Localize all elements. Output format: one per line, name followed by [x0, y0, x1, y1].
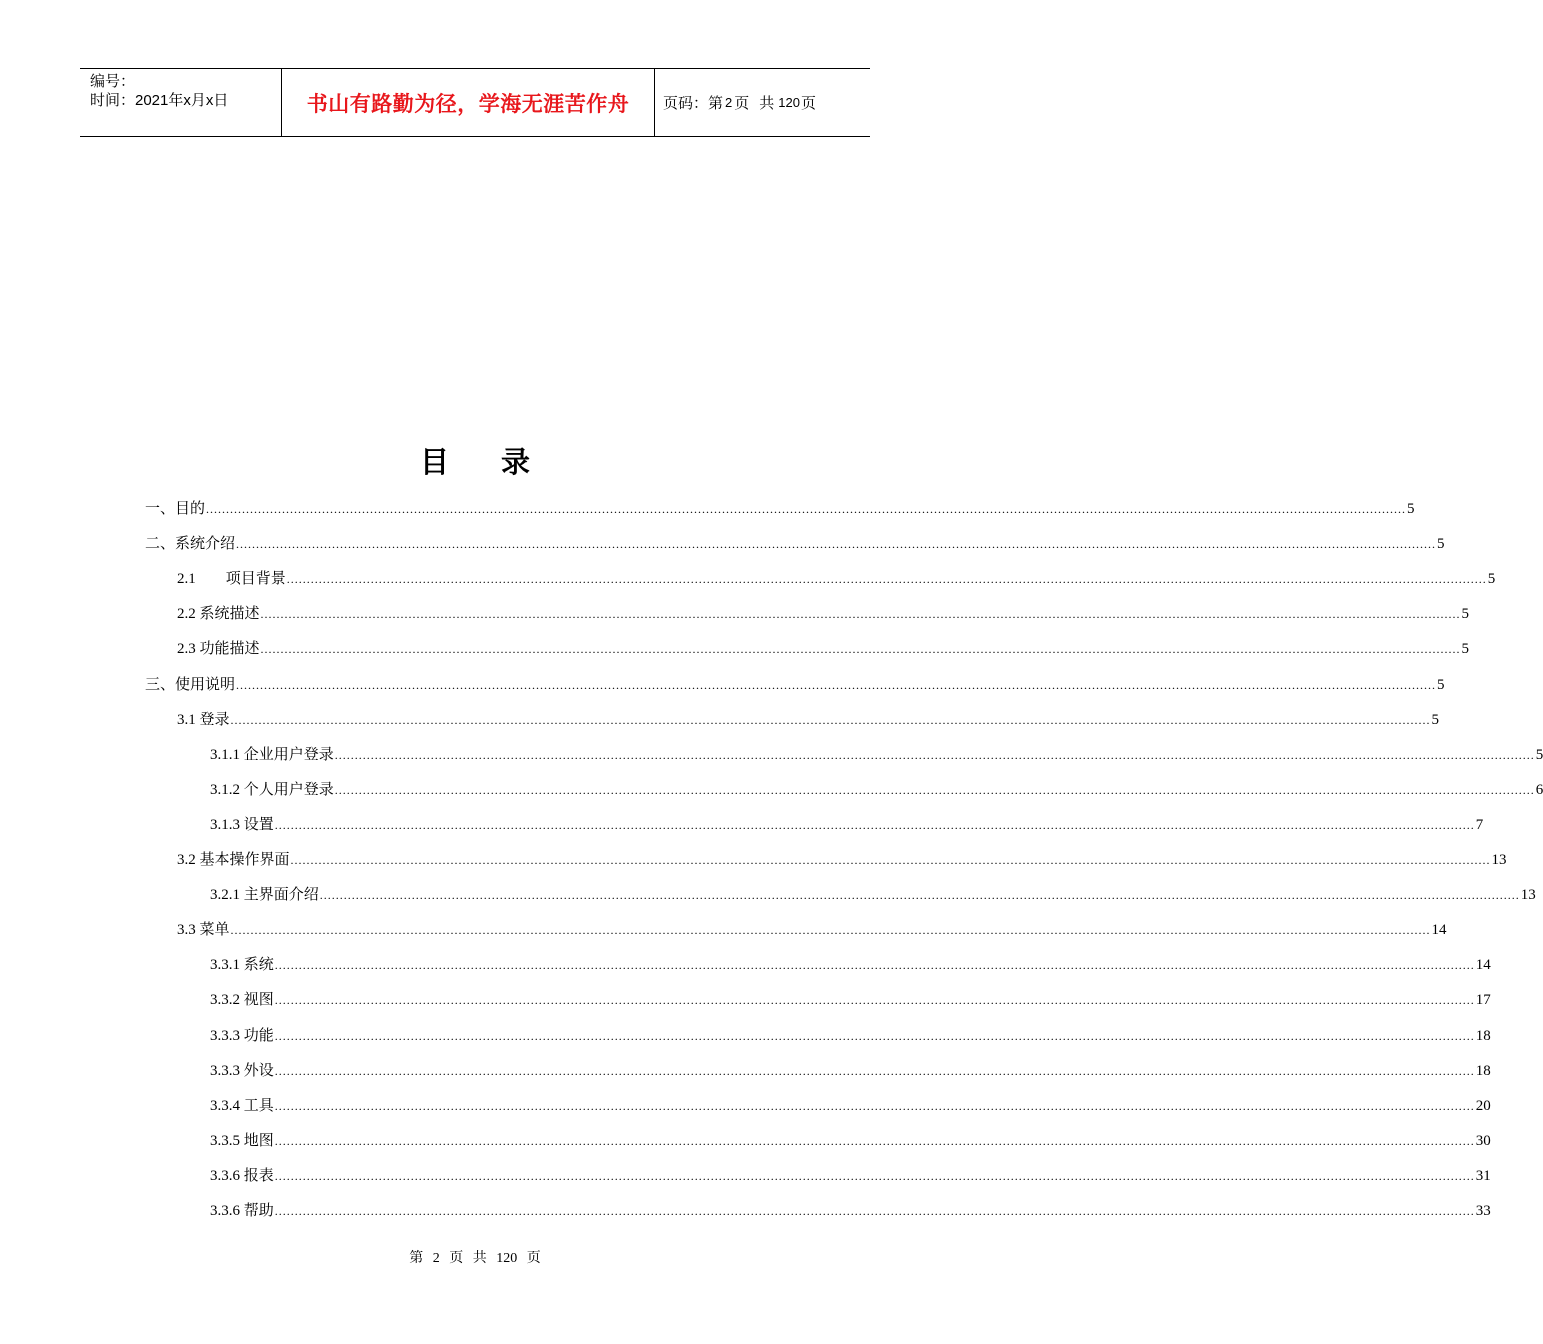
toc-entry[interactable] — [177, 918, 1447, 942]
header-page-mid: 页 — [734, 95, 750, 112]
toc-entry[interactable] — [177, 602, 1470, 626]
toc-entry[interactable] — [210, 813, 1484, 837]
toc-leader-dots: ............................................................................................................................................................................................................................................................................................................ — [274, 993, 1475, 1007]
toc-entry[interactable] — [145, 497, 1415, 521]
toc-leader-dots: ............................................................................................................................................................................................................................................................................................................ — [230, 713, 1431, 727]
toc-title-part1: 目 — [419, 445, 449, 479]
toc-entry-label: 3.3.6 报表 — [210, 1168, 274, 1184]
toc-entry-page: 31 — [1475, 1168, 1491, 1184]
page-footer — [0, 1247, 950, 1267]
toc-entry-label: 3.3.3 外设 — [210, 1063, 274, 1079]
toc-leader-dots: ............................................................................................................................................................................................................................................................................................................ — [206, 502, 1407, 516]
toc-entry-page: 5 — [1461, 641, 1470, 657]
toc-entry-page: 13 — [1520, 887, 1536, 903]
toc-entry-page: 30 — [1475, 1133, 1491, 1149]
toc-entry-label: 3.2 基本操作界面 — [177, 852, 290, 868]
header-page-number: 2 — [725, 95, 733, 110]
toc-entry[interactable] — [177, 637, 1470, 661]
toc-leader-dots: ............................................................................................................................................................................................................................................................................................................ — [274, 1169, 1475, 1183]
header-total-suffix: 页 — [800, 95, 816, 112]
toc-entry[interactable] — [177, 708, 1440, 732]
toc-entry-label: 二、系统介绍 — [145, 536, 236, 552]
header-total-pages: 120 — [778, 95, 800, 110]
toc-entry-label: 3.3.2 视图 — [210, 992, 274, 1008]
footer-page-number: 2 — [432, 1251, 440, 1266]
toc-entry-page: 5 — [1431, 712, 1440, 728]
page-header — [80, 68, 870, 137]
toc-title-part2: 录 — [501, 445, 531, 479]
header-page-info — [655, 69, 870, 136]
footer-prefix: 第 — [409, 1251, 424, 1266]
toc-entry-label: 2.3 功能描述 — [177, 641, 260, 657]
toc-entry-label: 3.1.2 个人用户登录 — [210, 782, 334, 798]
toc-entry-page: 5 — [1461, 606, 1470, 622]
toc-leader-dots: ............................................................................................................................................................................................................................................................................................................ — [236, 678, 1437, 692]
footer-mid: 页 — [449, 1251, 464, 1266]
toc-entry[interactable] — [210, 953, 1491, 977]
toc-leader-dots: ............................................................................................................................................................................................................................................................................................................ — [230, 923, 1431, 937]
toc-entry-label: 3.3.5 地图 — [210, 1133, 274, 1149]
header-serial: 编号： — [90, 73, 136, 90]
toc-entry-page: 17 — [1475, 992, 1491, 1008]
toc-entry[interactable] — [210, 1129, 1491, 1153]
toc-entry[interactable] — [210, 988, 1491, 1012]
toc-leader-dots: ............................................................................................................................................................................................................................................................................................................ — [236, 537, 1437, 551]
header-page-prefix: 页码：第 — [663, 95, 724, 112]
toc-entry-label: 2.2 系统描述 — [177, 606, 260, 622]
toc-entry-page: 5 — [1437, 536, 1445, 552]
toc-entry-page: 5 — [1487, 571, 1496, 587]
toc-entry[interactable] — [210, 1024, 1491, 1048]
header-date: 时间：2021年x月x日 — [90, 92, 229, 109]
toc-leader-dots: ............................................................................................................................................................................................................................................................................................................ — [334, 783, 1535, 797]
toc-entry[interactable] — [210, 1199, 1491, 1223]
toc-entry-page: 5 — [1437, 677, 1445, 693]
toc-entry-label: 3.2.1 主界面介绍 — [210, 887, 319, 903]
toc-entry-page: 20 — [1475, 1098, 1491, 1114]
toc-entry[interactable] — [145, 532, 1445, 556]
toc-leader-dots: ............................................................................................................................................................................................................................................................................................................ — [260, 642, 1461, 656]
toc-entry[interactable] — [210, 1094, 1491, 1118]
toc-title — [0, 440, 950, 481]
toc-entry-page: 13 — [1491, 852, 1507, 868]
toc-leader-dots: ............................................................................................................................................................................................................................................................................................................ — [274, 958, 1475, 972]
toc-leader-dots: ............................................................................................................................................................................................................................................................................................................ — [274, 1099, 1475, 1113]
toc-entry-label: 一、目的 — [145, 501, 206, 517]
toc-entry-page: 6 — [1535, 782, 1543, 798]
toc-entry[interactable] — [177, 848, 1507, 872]
toc-entry[interactable] — [210, 778, 1543, 802]
toc-leader-dots: ............................................................................................................................................................................................................................................................................................................ — [290, 853, 1491, 867]
toc-entry[interactable] — [145, 673, 1445, 697]
toc-entry[interactable] — [210, 883, 1536, 907]
toc-entry[interactable] — [210, 1059, 1491, 1083]
toc-entry-page: 18 — [1475, 1063, 1491, 1079]
header-info — [80, 69, 281, 136]
toc-leader-dots: ............................................................................................................................................................................................................................................................................................................ — [274, 1204, 1475, 1218]
toc-entry-label: 3.1 登录 — [177, 712, 230, 728]
toc-entry-page: 14 — [1431, 922, 1447, 938]
toc-entry-page: 33 — [1475, 1203, 1491, 1219]
toc-leader-dots: ............................................................................................................................................................................................................................................................................................................ — [260, 607, 1461, 621]
toc-leader-dots: ............................................................................................................................................................................................................................................................................................................ — [286, 572, 1487, 586]
toc-entry-page: 5 — [1535, 747, 1543, 763]
toc-entry-label: 3.3.1 系统 — [210, 957, 274, 973]
toc-entry[interactable] — [210, 743, 1543, 767]
toc-leader-dots: ............................................................................................................................................................................................................................................................................................................ — [334, 748, 1535, 762]
footer-suffix: 页 — [526, 1251, 541, 1266]
toc-entry-label: 2.1 项目背景 — [177, 571, 286, 587]
footer-total-prefix: 共 — [472, 1251, 487, 1266]
toc-entry-page: 18 — [1475, 1028, 1491, 1044]
toc-leader-dots: ............................................................................................................................................................................................................................................................................................................ — [319, 888, 1520, 902]
toc-entry-page: 5 — [1407, 501, 1415, 517]
toc-entry-page: 7 — [1475, 817, 1484, 833]
toc-leader-dots: ............................................................................................................................................................................................................................................................................................................ — [274, 1134, 1475, 1148]
toc-entry-label: 3.3 菜单 — [177, 922, 230, 938]
toc-entry-label: 3.3.3 功能 — [210, 1028, 274, 1044]
toc-entry-label: 3.1.1 企业用户登录 — [210, 747, 334, 763]
toc-entry-label: 3.3.4 工具 — [210, 1098, 274, 1114]
toc-entry-label: 3.3.6 帮助 — [210, 1203, 274, 1219]
header-motto: 书山有路勤为径，学海无涯苦作舟 — [281, 69, 655, 136]
toc-entry-label: 3.1.3 设置 — [210, 817, 274, 833]
toc-entry[interactable] — [177, 567, 1496, 591]
footer-total-pages: 120 — [496, 1251, 518, 1266]
header-total-prefix: 共 — [759, 95, 775, 112]
toc-entry-page: 14 — [1475, 957, 1491, 973]
toc-leader-dots: ............................................................................................................................................................................................................................................................................................................ — [274, 1029, 1475, 1043]
toc-entry-label: 三、使用说明 — [145, 677, 236, 693]
toc-leader-dots: ............................................................................................................................................................................................................................................................................................................ — [274, 1064, 1475, 1078]
toc-entry[interactable] — [210, 1164, 1491, 1188]
toc-leader-dots: ............................................................................................................................................................................................................................................................................................................ — [274, 818, 1475, 832]
